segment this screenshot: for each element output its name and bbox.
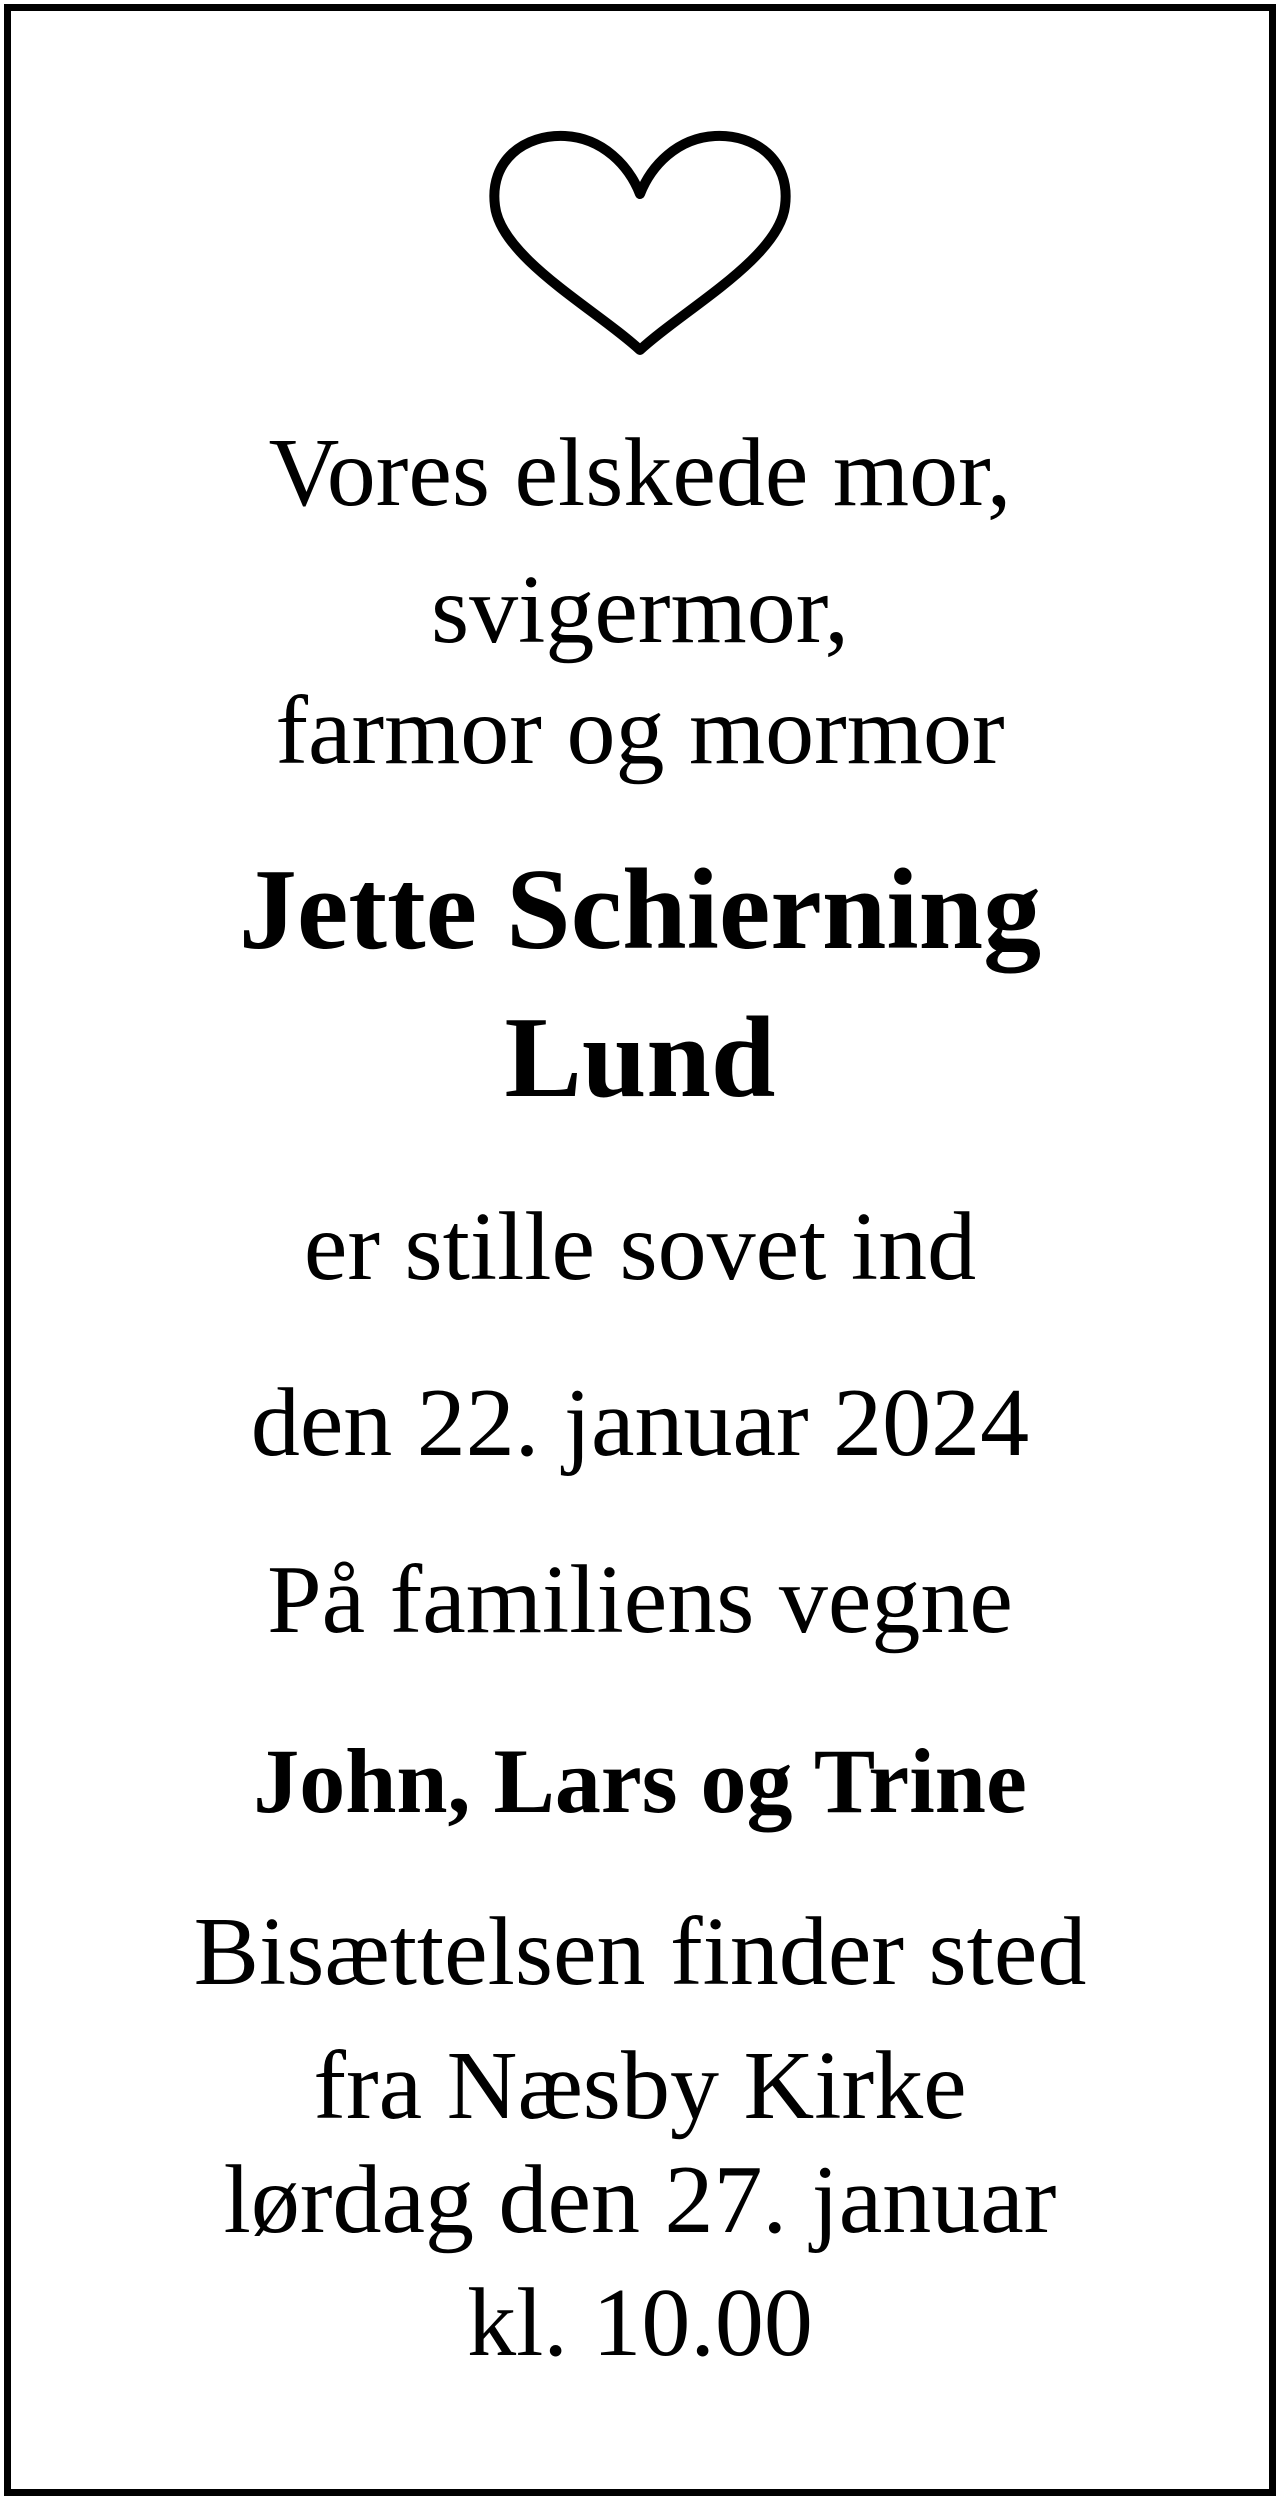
- intro-line-3: farmor og mormor: [275, 677, 1005, 785]
- deceased-name-line-2: Lund: [504, 994, 776, 1122]
- signers: John, Lars og Trine: [253, 1730, 1027, 1832]
- intro-line-2: svigermor,: [431, 556, 849, 664]
- on-behalf-text: På familiens vegne: [267, 1546, 1013, 1654]
- intro-line-1: Vores elskede mor,: [268, 419, 1012, 527]
- heart-outline-icon: [487, 128, 793, 358]
- funeral-line-2: fra Næsby Kirke: [313, 2032, 967, 2140]
- date-of-death: den 22. januar 2024: [250, 1369, 1030, 1477]
- deceased-name-line-1: Jette Schierning: [238, 846, 1042, 974]
- funeral-line-1: Bisættelsen finder sted: [193, 1898, 1087, 2006]
- funeral-line-3: lørdag den 27. januar: [223, 2146, 1057, 2254]
- passed-text: er stille sovet ind: [303, 1193, 977, 1301]
- funeral-line-4: kl. 10.00: [467, 2269, 813, 2377]
